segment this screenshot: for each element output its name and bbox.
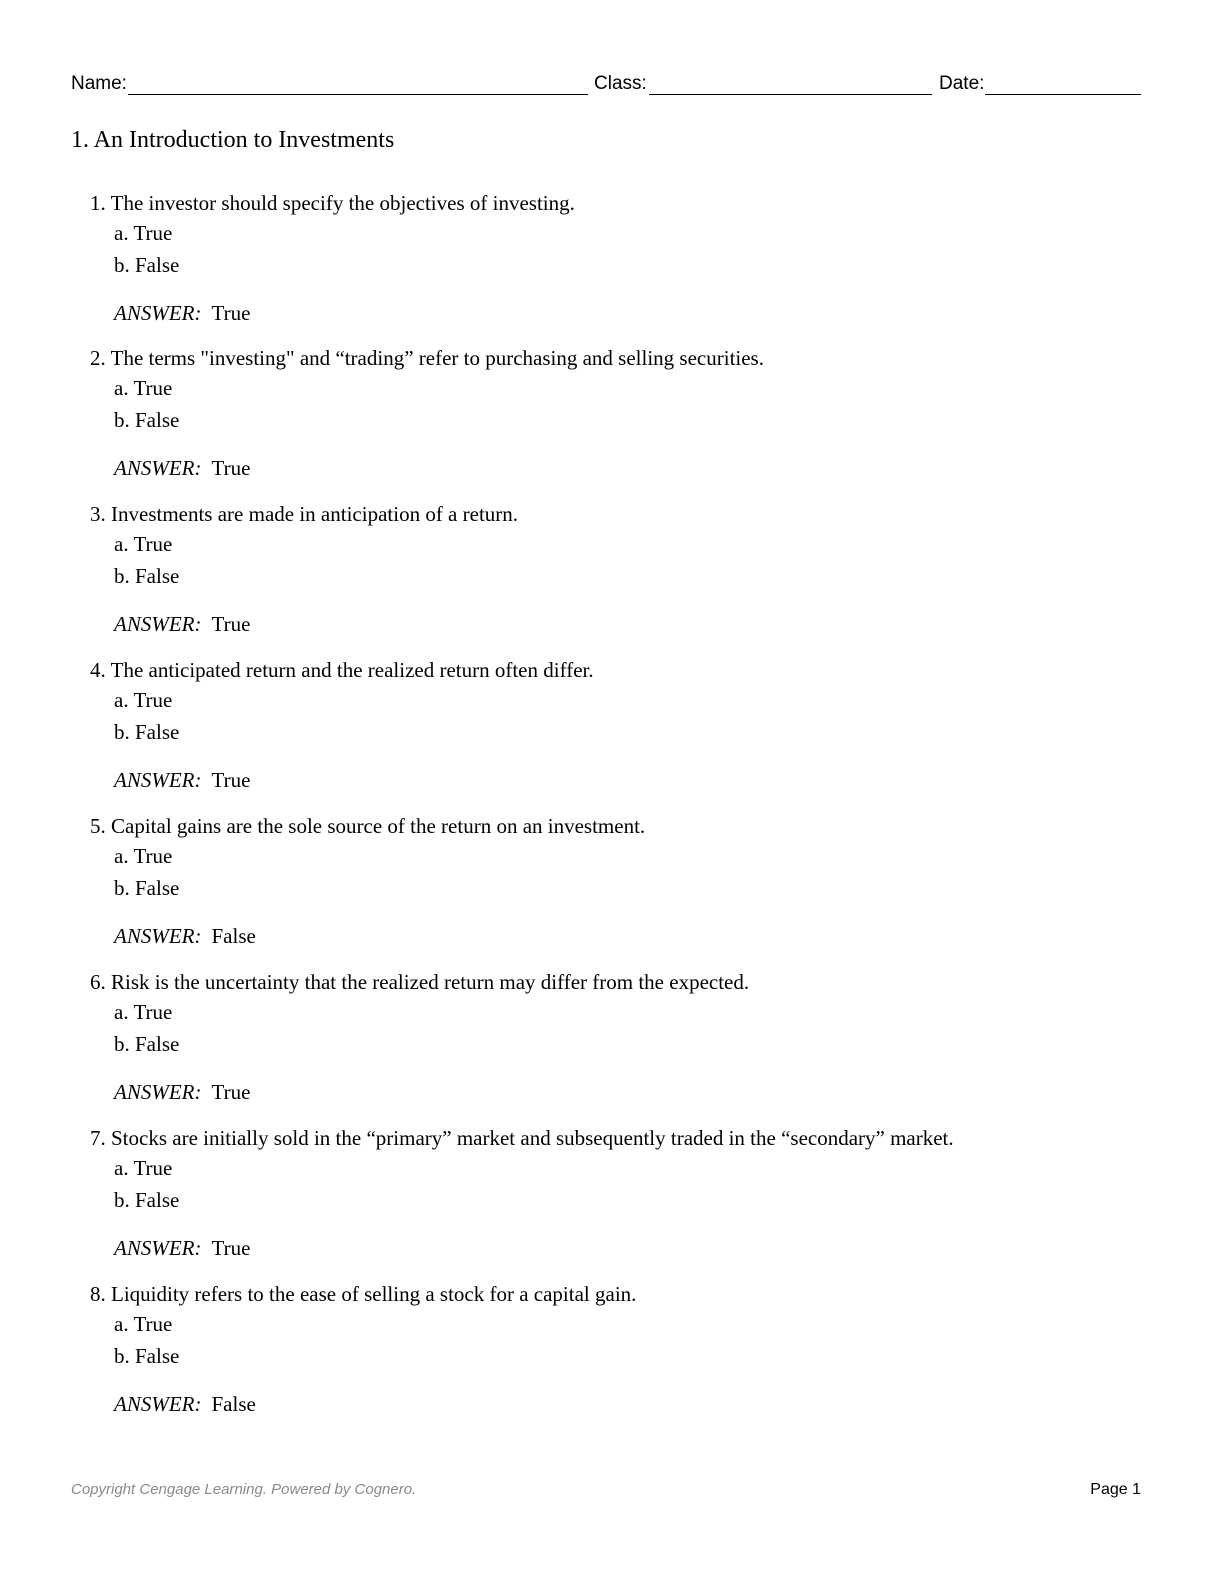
answer-row xyxy=(114,923,256,949)
answer-row xyxy=(114,1079,250,1105)
question-stem xyxy=(90,345,764,371)
class-field-line xyxy=(649,94,932,95)
question-item xyxy=(0,969,1224,1119)
question-stem xyxy=(90,501,518,527)
question-stem xyxy=(90,1281,636,1307)
question-number: 1. xyxy=(90,191,106,215)
question-item xyxy=(0,657,1224,807)
answer-value: True xyxy=(211,301,251,325)
page-number: Page 1 xyxy=(1090,1481,1141,1498)
section-title: 1. An Introduction to Investments xyxy=(71,127,395,153)
choice-b: b. False xyxy=(114,1344,180,1368)
answer-label: ANSWER: xyxy=(114,612,202,636)
name-field-line xyxy=(128,94,588,95)
choice-a: a. True xyxy=(114,1156,173,1180)
answer-value: True xyxy=(211,456,251,480)
answer-label: ANSWER: xyxy=(114,301,202,325)
choice-a: a. True xyxy=(114,688,173,712)
date-field-line xyxy=(985,94,1141,95)
choice-a: a. True xyxy=(114,844,173,868)
question-number: 3. xyxy=(90,502,106,526)
answer-label: ANSWER: xyxy=(114,456,202,480)
question-number: 6. xyxy=(90,970,106,994)
question-number: 7. xyxy=(90,1126,106,1150)
footer-copyright: Copyright Cengage Learning. Powered by Cognero. xyxy=(71,1481,417,1498)
question-stem xyxy=(90,969,749,995)
question-number: 8. xyxy=(90,1282,106,1306)
question-number: 5. xyxy=(90,814,106,838)
answer-label: ANSWER: xyxy=(114,1236,202,1260)
question-text: Stocks are initially sold in the “primary” market and subsequently traded in the “secondary” market. xyxy=(111,1126,954,1150)
answer-value: False xyxy=(211,1392,256,1416)
answer-value: True xyxy=(211,1236,251,1260)
question-text: The terms "investing" and “trading” refer to purchasing and selling securities. xyxy=(110,346,764,370)
answer-label: ANSWER: xyxy=(114,1392,202,1416)
choice-b: b. False xyxy=(114,253,180,277)
choice-a: a. True xyxy=(114,532,173,556)
question-text: Risk is the uncertainty that the realized return may differ from the expected. xyxy=(111,970,750,994)
choice-a: a. True xyxy=(114,1000,173,1024)
question-item xyxy=(0,190,1224,340)
question-stem xyxy=(90,1125,954,1151)
question-item xyxy=(0,345,1224,495)
answer-label: ANSWER: xyxy=(114,768,202,792)
answer-value: True xyxy=(211,1080,251,1104)
answer-label: ANSWER: xyxy=(114,924,202,948)
question-stem xyxy=(90,813,645,839)
class-label: Class: xyxy=(594,73,647,94)
choice-b: b. False xyxy=(114,1032,180,1056)
question-number: 4. xyxy=(90,658,106,682)
answer-row xyxy=(114,300,250,326)
question-text: Liquidity refers to the ease of selling a stock for a capital gain. xyxy=(111,1282,637,1306)
answer-row xyxy=(114,767,250,793)
question-number: 2. xyxy=(90,346,106,370)
answer-value: True xyxy=(211,768,251,792)
question-text: Investments are made in anticipation of a return. xyxy=(111,502,519,526)
question-text: The anticipated return and the realized return often differ. xyxy=(110,658,594,682)
date-label: Date: xyxy=(939,73,985,94)
answer-value: False xyxy=(211,924,256,948)
question-stem xyxy=(90,657,594,683)
choice-b: b. False xyxy=(114,720,180,744)
answer-row xyxy=(114,611,250,637)
choice-a: a. True xyxy=(114,1312,173,1336)
question-stem xyxy=(90,190,575,216)
question-text: Capital gains are the sole source of the return on an investment. xyxy=(111,814,646,838)
choice-b: b. False xyxy=(114,876,180,900)
answer-value: True xyxy=(211,612,251,636)
question-item xyxy=(0,1125,1224,1275)
answer-row xyxy=(114,455,250,481)
question-item xyxy=(0,501,1224,651)
answer-row xyxy=(114,1235,250,1261)
answer-row xyxy=(114,1391,256,1417)
answer-label: ANSWER: xyxy=(114,1080,202,1104)
question-item xyxy=(0,813,1224,963)
choice-a: a. True xyxy=(114,221,173,245)
choice-b: b. False xyxy=(114,1188,180,1212)
choice-b: b. False xyxy=(114,408,180,432)
question-item xyxy=(0,1281,1224,1431)
choice-b: b. False xyxy=(114,564,180,588)
name-label: Name: xyxy=(71,73,127,94)
question-text: The investor should specify the objectives of investing. xyxy=(110,191,575,215)
choice-a: a. True xyxy=(114,376,173,400)
